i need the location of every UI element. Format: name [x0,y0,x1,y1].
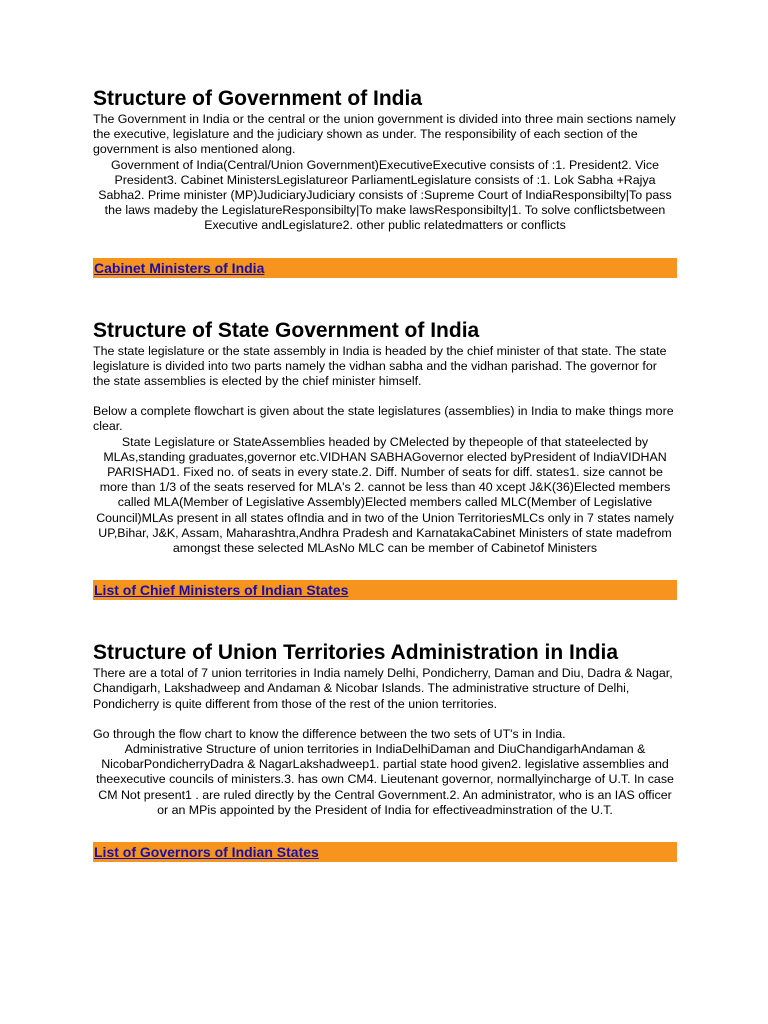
section-title: Structure of Government of India [93,87,423,110]
flowchart-text: Government of India(Central/Union Government)ExecutiveExecutive consists of :1. President2. Vice President3. Cabinet MinistersLegislatureor ParliamentLegislature consists of :1. Lok Sabha +Rajya Sabha2. Prime minister (MP)JudiciaryJudiciary consists of :Supreme Court of IndiaResponsibilty|To pass the laws madeby the LegislatureResponsibilty|To make lawsResponsibilty|1. To solve conflictsbetween Executive andLegislature2. other public relatedmatters or conflicts [98,157,672,233]
section-intro: There are a total of 7 union territories in India namely Delhi, Pondicherry, Daman and Diu, Dadra & Nagar, Chandigarh, Lakshadweep and Andaman & Nicobar Islands. The administrative structure of Delhi, Pondicherry is quite different from those of the rest of the union territories. [93,666,673,711]
section-title: Structure of State Government of India [93,318,480,342]
governors-link[interactable]: List of Governors of Indian States [94,844,319,861]
section-central-government [93,86,677,318]
flowchart-text: Administrative Structure of union territories in IndiaDelhiDaman and DiuChandigarhAndaman & NicobarPondicherryDadra & NagarLakshadweep1. partial state hood given2. legislative assemblies and theexecutive councils of ministers.3. has own CM4. Lieutenant governor, normallyincharge of U.T. In case CM Not present1 . are ruled directly by the Central Government.2. An administrator, who is an IAS officer or an MPis appointed by the President of India for effectiveadminstration of the U.T. [96,742,674,817]
section-union-territories [93,640,677,862]
section-intro: The Government in India or the central or the union government is divided into three main sections namely the executive, legislature and the judiciary shown as under. The responsibility of each section of the government is also mentioned along. [93,112,676,157]
section-intro-2: Go through the flow chart to know the difference between the two sets of UT's in India. [93,726,566,741]
section-title: Structure of Union Territories Administration in India [93,641,619,665]
link-bar [93,842,677,862]
chief-ministers-link[interactable]: List of Chief Ministers of Indian States [94,582,349,599]
link-bar [93,580,677,600]
link-bar [93,258,677,278]
document-page [93,86,677,862]
cabinet-ministers-link[interactable]: Cabinet Ministers of India [94,259,265,276]
section-state-government [93,318,677,641]
section-intro-2: Below a complete flowchart is given about the state legislatures (assemblies) in India to make things more clear. [93,404,674,434]
section-intro: The state legislature or the state assembly in India is headed by the chief minister of that state. The state legislature is divided into two parts namely the vidhan sabha and the vidhan parishad. The governor for the state assemblies is elected by the chief minister himself. [93,343,667,389]
flowchart-text: State Legislature or StateAssemblies headed by CMelected by thepeople of that stateelected by MLAs,standing graduates,governor etc.VIDHAN SABHAGovernor elected byPresident of IndiaVIDHAN PARISHAD1. Fixed no. of seats in every state.2. Diff. Number of seats for diff. states1. size cannot be more than 1/3 of the seats reserved for MLA's 2. cannot be less than 40 xcept J&K(36)Elected members called MLA(Member of Legislative Assembly)Elected members called MLC(Member of Legislative Council)MLAs present in all states ofIndia and in two of the Union TerritoriesMLCs only in 7 states namely UP,Bihar, J&K, Assam, Maharashtra,Andhra Pradesh and KarnatakaCabinet Ministers of state madefrom amongst these selected MLAsNo MLC can be member of Cabinetof Ministers [96,434,674,556]
